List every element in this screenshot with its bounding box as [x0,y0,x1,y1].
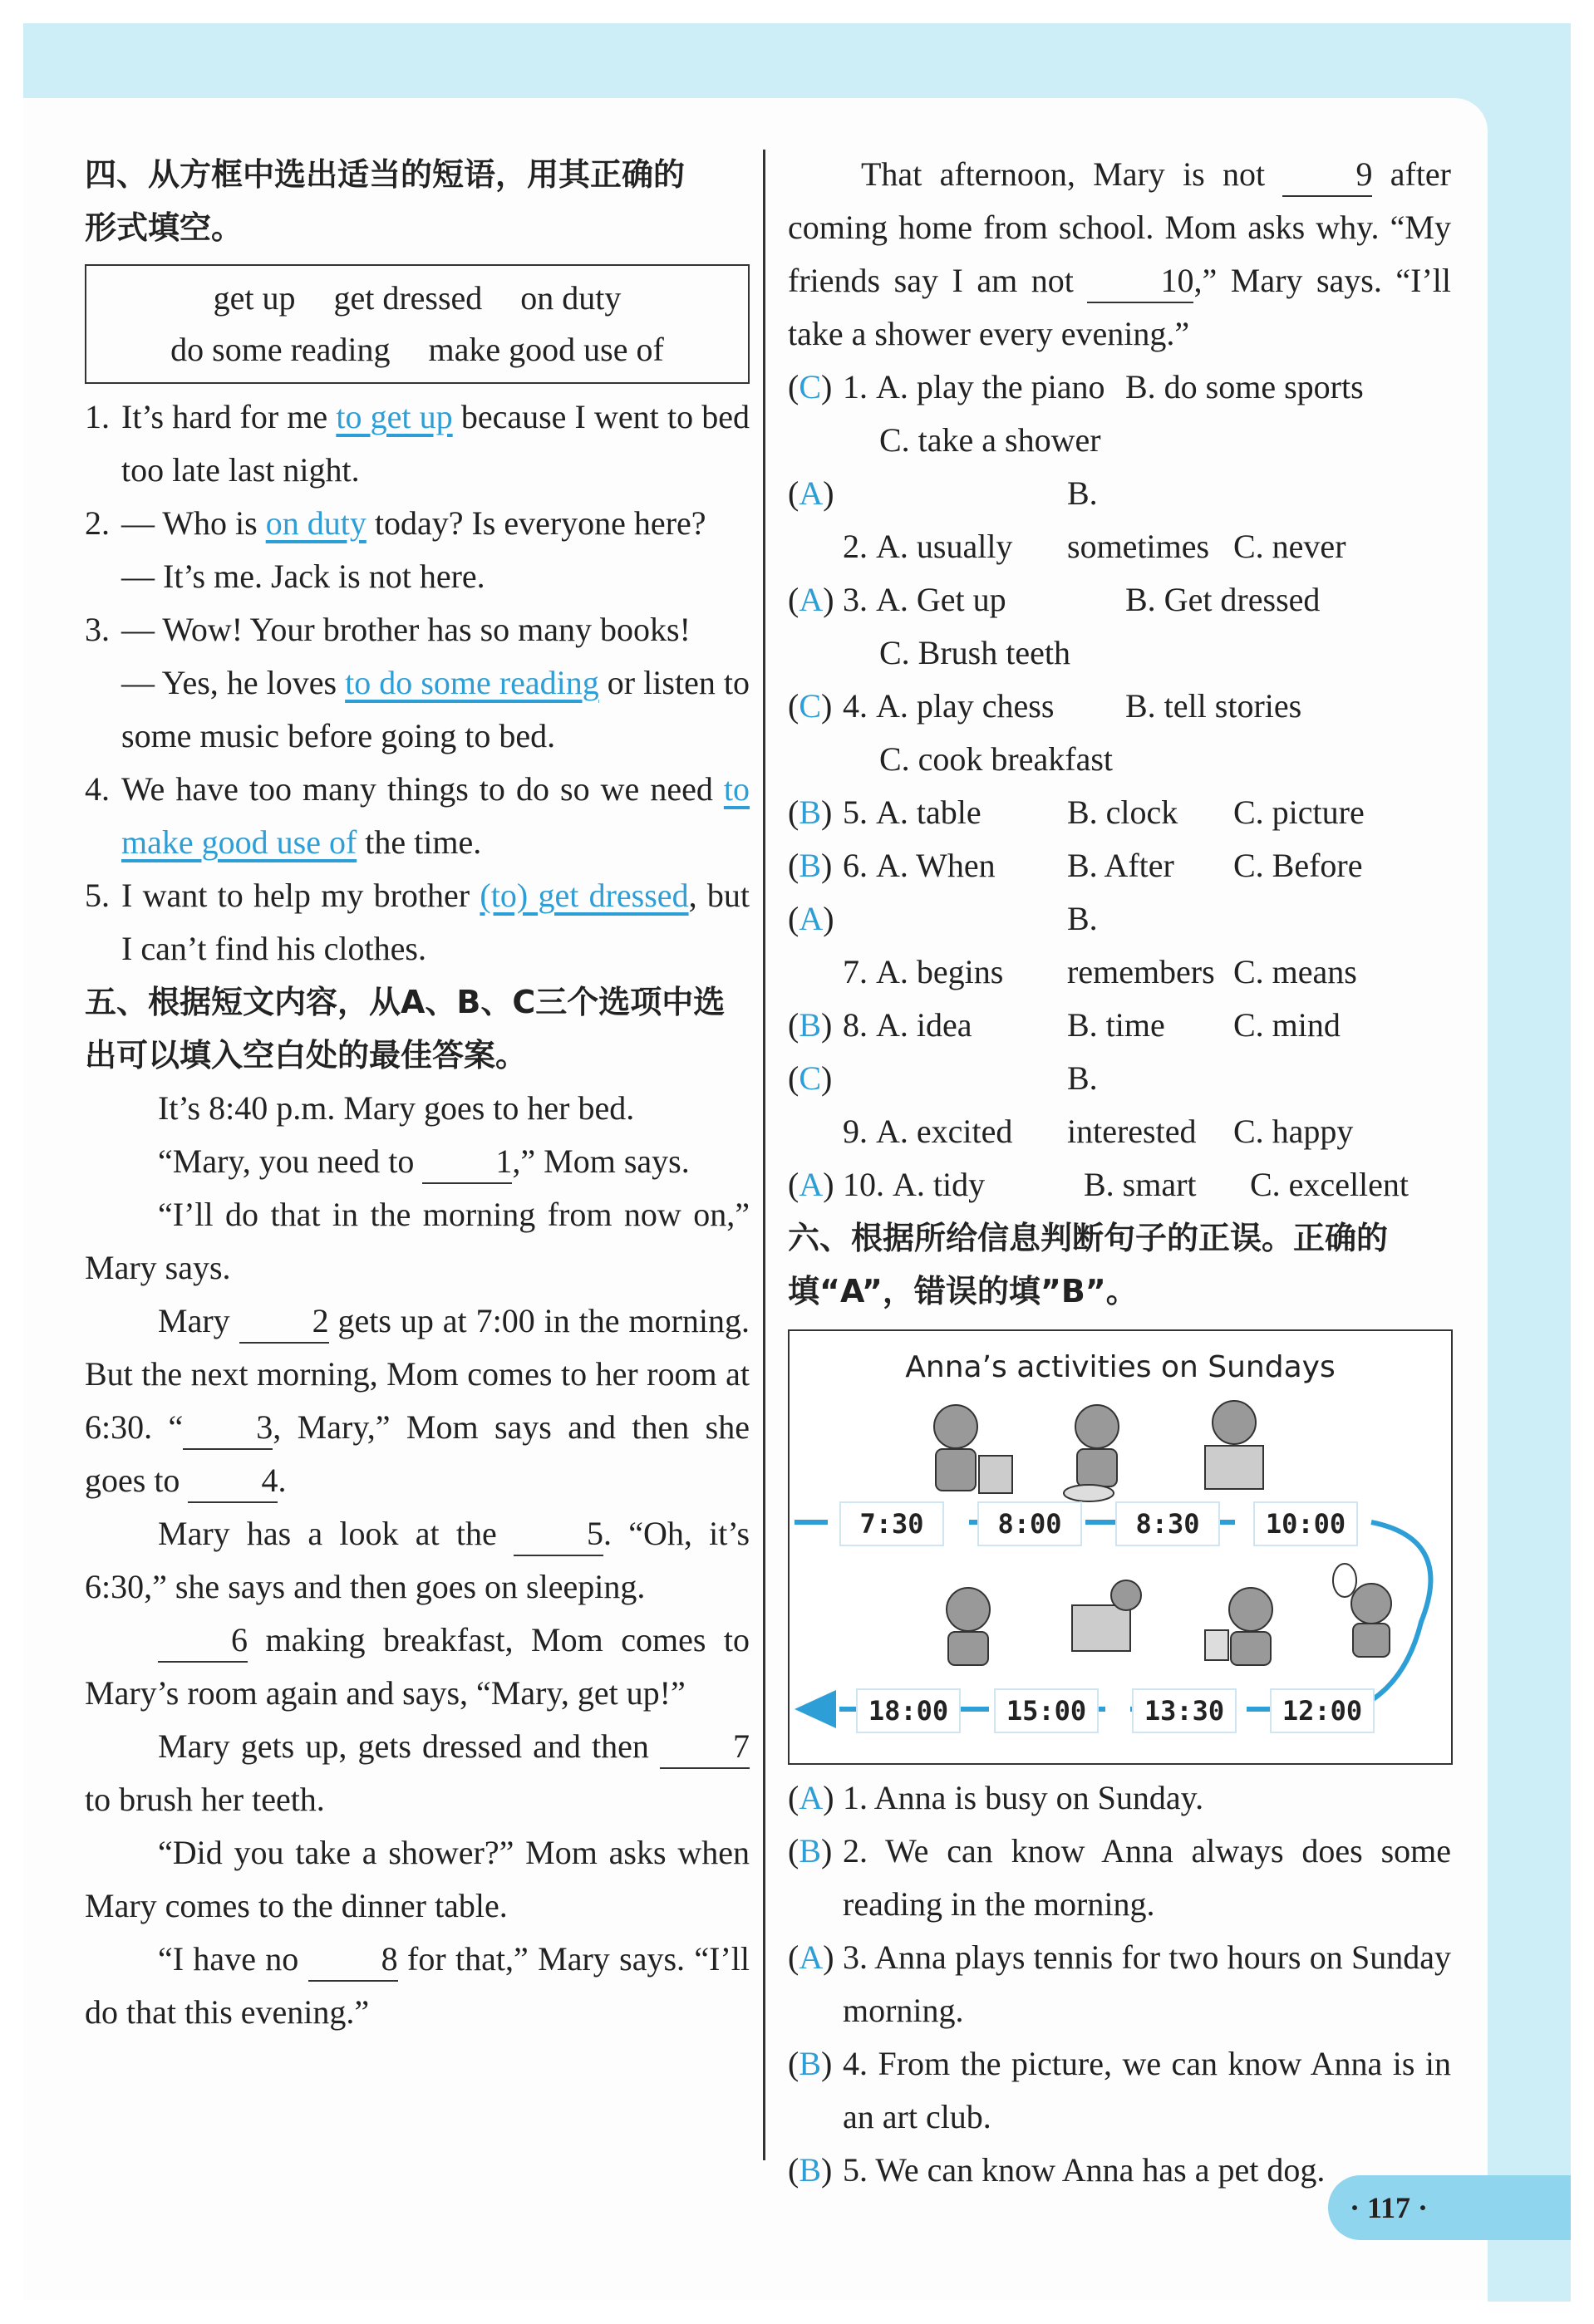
phrase: do some reading [170,331,391,368]
true-false-statement [788,1931,1451,2037]
passage-paragraph: It’s 8:40 p.m. Mary goes to her bed. [158,1089,635,1127]
option-a: A. usually [876,528,1013,565]
passage-paragraph [788,148,1451,361]
dialog-reply: — It’s me. Jack is not here. [121,558,485,595]
choice-question [788,1052,1451,1158]
section5-heading-line1: 五、根据短文内容，从A、B、C三个选项中选 [85,984,726,1020]
option-a: A. When [876,847,996,884]
option-c: C. take a shower [879,421,1101,459]
statement-number: 1. [843,1779,868,1816]
answer-letter: B [799,2045,822,2082]
answer-bracket: (A) [788,474,834,512]
passage-paragraph [85,1933,750,2039]
fill-item-2 [85,497,750,603]
option-c: C. cook breakfast [879,740,1114,778]
option-c: C. Before [1233,847,1363,884]
option-c: C. never [1233,528,1346,565]
answer-bracket: (C) [788,368,833,405]
time-label: 13:30 [1132,1688,1237,1733]
phrase: get dressed [333,279,483,317]
figure-reading-icon [1205,1401,1263,1489]
answer-text: to make good use of [121,770,750,861]
answer-bracket: (B) [788,1832,833,1870]
blank-5: 5 [514,1513,603,1556]
choice-question [788,1158,1451,1211]
passage-text: Mary [158,1302,239,1339]
option-b: B. After [1067,847,1174,884]
blank-4: 4 [188,1460,278,1503]
answer-letter: B [799,847,822,884]
item-text: — Who is [121,504,266,542]
left-column [85,148,750,2039]
item-text: , but I can’t find his clothes. [121,877,750,967]
option-c: C. picture [1233,794,1365,831]
answer-bracket: (C) [788,1059,833,1097]
passage-text: That afternoon, Mary is not [861,155,1283,193]
passage-text: for that,” Mary says. “I’ll do that this evening.” [85,1940,750,2031]
question-number: 7. [843,953,868,990]
option-b: B. Get dressed [1125,581,1321,618]
answer-letter: B [799,2151,822,2189]
question-number: 5. [843,794,868,831]
option-b: B. sometimes [1067,474,1210,565]
statement-text: We can know Anna always does some reading in the morning. [843,1832,1451,1923]
blank-3: 3 [183,1407,273,1450]
blank-9: 9 [1282,154,1372,197]
true-false-statement [788,2037,1451,2144]
passage-paragraph [85,1614,750,1720]
option-c-line [843,626,1451,680]
option-c: C. mind [1233,1006,1341,1044]
answer-bracket: (A) [788,1938,834,1976]
phrase: make good use of [428,331,664,368]
item-text: We have too many things to do so we need [121,770,724,808]
fill-item-3 [85,603,750,763]
answer-letter: A [799,1166,824,1203]
answer-letter: B [799,1006,822,1044]
dialog-line: — Wow! Your brother has so many books! [121,611,691,648]
true-false-list [788,1771,1451,2197]
statement-text: We can know Anna has a pet dog. [875,2151,1326,2189]
passage-text: gets up at 7:00 in the morning. But the next morning, Mom comes to her room at 6:30. “ [85,1302,750,1446]
passage-text: Mary gets up, gets dressed and then [158,1727,660,1765]
statement-number: 4. [843,2045,868,2082]
answer-text: to get up [336,398,453,435]
passage-text: . “Oh, it’s 6:30,” she says and then goes on sleeping. [85,1515,750,1605]
time-label: 15:00 [994,1688,1099,1733]
fill-item-5 [85,869,750,975]
phrase: on duty [520,279,622,317]
item-number: 3. [85,611,110,648]
item-text: the time. [357,823,482,861]
true-false-statement [788,1771,1451,1825]
statement-number: 2. [843,1832,868,1870]
statement-text: Anna is busy on Sunday. [873,1779,1204,1816]
choice-question [788,839,1451,892]
section6-heading [788,1211,1451,1318]
passage-text: “I have no [158,1940,308,1978]
question-number: 8. [843,1006,868,1044]
option-c-line [843,414,1451,467]
item-text: I want to help my brother [121,877,480,914]
answer-bracket: (C) [788,687,833,725]
option-c-line [843,733,1451,786]
section4-heading-line1: 四、从方框中选出适当的短语，用其正确的 [85,156,686,193]
section6-heading-line2: 填“A”，错误的填”B”。 [788,1273,1138,1309]
fill-item-1 [85,391,750,497]
passage-paragraph [85,1295,750,1507]
question-number: 3. [843,581,868,618]
option-a: A. excited [876,1113,1013,1150]
answer-letter: B [799,1832,822,1870]
answer-bracket: (B) [788,794,833,831]
passage-text: Mary has a look at the [158,1515,514,1552]
true-false-statement [788,1825,1451,1931]
answer-letter: A [799,581,824,618]
passage-paragraph: “Did you take a shower?” Mom asks when Mary comes to the dinner table. [85,1834,750,1924]
statement-number: 5. [843,2151,868,2189]
answer-letter: A [799,1779,824,1816]
answer-bracket: (B) [788,847,833,884]
item-text: It’s hard for me [121,398,337,435]
passage-text: . [278,1462,287,1499]
option-a: A. play the piano [876,368,1105,405]
option-b: B. tell stories [1125,687,1302,725]
item-text: — Yes, he loves [121,664,346,701]
answer-letter: C [799,687,822,725]
option-b: B. interested [1067,1059,1197,1150]
blank-2: 2 [239,1300,329,1344]
item-number: 5. [85,877,110,914]
item-text: today? Is everyone here? [366,504,706,542]
passage-paragraph: “I’ll do that in the morning from now on,” Mary says. [85,1196,750,1286]
figure-brushing-icon [934,1405,1012,1493]
answer-bracket: (A) [788,900,834,937]
section6-heading-line1: 六、根据所给信息判断句子的正误。正确的 [788,1220,1389,1256]
item-text: because I went to bed too late last night. [121,398,750,489]
item-number: 4. [85,770,110,808]
answer-bracket: (B) [788,2151,833,2189]
phrase-box-row1 [86,273,748,324]
figure-eating-icon [1064,1405,1119,1501]
question-number: 9. [843,1113,868,1150]
statement-text: From the picture, we can know Anna is in an art club. [843,2045,1451,2135]
passage-text: “Mary, you need to [158,1142,423,1180]
dialog-line [121,656,750,763]
option-b: B. clock [1067,794,1178,831]
answer-text: to do some reading [345,664,599,701]
blank-1: 1 [422,1141,512,1184]
question-number: 1. [843,368,868,405]
statement-text: Anna plays tennis for two hours on Sunday morning. [843,1938,1452,2029]
option-c: C. means [1233,953,1357,990]
item-number: 2. [85,504,110,542]
passage-paragraph [85,1135,750,1188]
answer-bracket: (A) [788,1166,834,1203]
answer-letter: A [799,1938,824,1976]
passage-paragraph [85,1507,750,1614]
section4-heading [85,148,750,254]
option-a: A. idea [876,1006,972,1044]
passage-text: ,” Mom says. [512,1142,690,1180]
answer-text: on duty [265,504,367,542]
answer-letter: A [799,474,824,512]
choice-question [788,467,1451,573]
right-column [788,148,1451,2197]
question-number: 6. [843,847,868,884]
option-c: C. excellent [1250,1166,1410,1203]
option-a: A. Get up [876,581,1006,618]
arrow-head-icon [795,1690,836,1728]
choice-question [788,892,1451,999]
answer-text: (to) get dressed [480,877,689,914]
passage-text: ,” Mary says. “I’ll take a shower every evening.” [788,262,1452,352]
question-number: 2. [843,528,868,565]
timeline-title: Anna’s activities on Sundays [905,1350,1336,1384]
phrase-box [85,264,750,384]
item-text: or listen to some music before going to bed. [121,664,750,754]
statement-number: 3. [843,1938,868,1976]
time-label: 12:00 [1270,1688,1375,1733]
section5-heading-line2: 出可以填入空白处的最佳答案。 [85,1037,528,1074]
activities-timeline [788,1329,1453,1765]
passage-text: to brush her teeth. [85,1781,325,1818]
time-label: 8:00 [977,1501,1082,1546]
choice-question [788,573,1451,680]
time-label: 8:30 [1115,1501,1220,1546]
phrase-box-row2 [86,324,748,376]
option-c: C. Brush teeth [879,634,1070,671]
passage-paragraph [85,1720,750,1826]
answer-bracket: (B) [788,2045,833,2082]
figure-painting-icon [1072,1580,1141,1651]
option-b: B. smart [1084,1166,1197,1203]
fill-item-4 [85,763,750,869]
option-b: B. do some sports [1125,368,1364,405]
option-a: A. tidy [893,1166,986,1203]
time-label: 18:00 [856,1688,961,1733]
passage-text: making breakfast, Mom comes to Mary’s room again and says, “Mary, get up!” [85,1621,750,1712]
blank-10: 10 [1087,260,1193,303]
blank-8: 8 [308,1938,398,1982]
figure-tennis-icon [1333,1564,1391,1657]
figure-cooking-icon [1205,1588,1272,1665]
item-number: 1. [85,398,110,435]
multiple-choice-list [788,361,1451,1211]
answer-bracket: (A) [788,581,834,618]
question-number: 4. [843,687,868,725]
figure-playing-icon [947,1588,990,1665]
answer-bracket: (A) [788,1779,834,1816]
choice-question [788,999,1451,1052]
page-number: · 117 · [1328,2175,1571,2240]
blank-7: 7 [660,1726,750,1769]
choice-question [788,361,1451,467]
right-band [1488,100,1571,2302]
option-a: A. begins [876,953,1004,990]
option-b: B. remembers [1067,900,1215,990]
time-label: 7:30 [839,1501,944,1546]
option-a: A. table [876,794,981,831]
time-label: 10:00 [1253,1501,1358,1546]
section4-heading-line2: 形式填空。 [85,209,244,246]
answer-letter: C [799,1059,822,1097]
answer-letter: C [799,368,822,405]
column-divider [763,150,765,2160]
passage-text: after coming home from school. Mom asks why. “My friends say I am not [788,155,1452,299]
passage-text: , Mary,” Mom says and then she goes to [85,1408,750,1499]
phrase: get up [213,279,296,317]
answer-bracket: (B) [788,1006,833,1044]
answer-letter: A [799,900,824,937]
question-number: 10. [843,1166,884,1203]
option-b: B. time [1067,1006,1165,1044]
choice-question [788,680,1451,786]
blank-6: 6 [158,1619,248,1663]
option-c: C. happy [1233,1113,1354,1150]
option-a: A. play chess [876,687,1055,725]
section5-heading [85,975,750,1082]
answer-letter: B [799,794,822,831]
choice-question [788,786,1451,839]
